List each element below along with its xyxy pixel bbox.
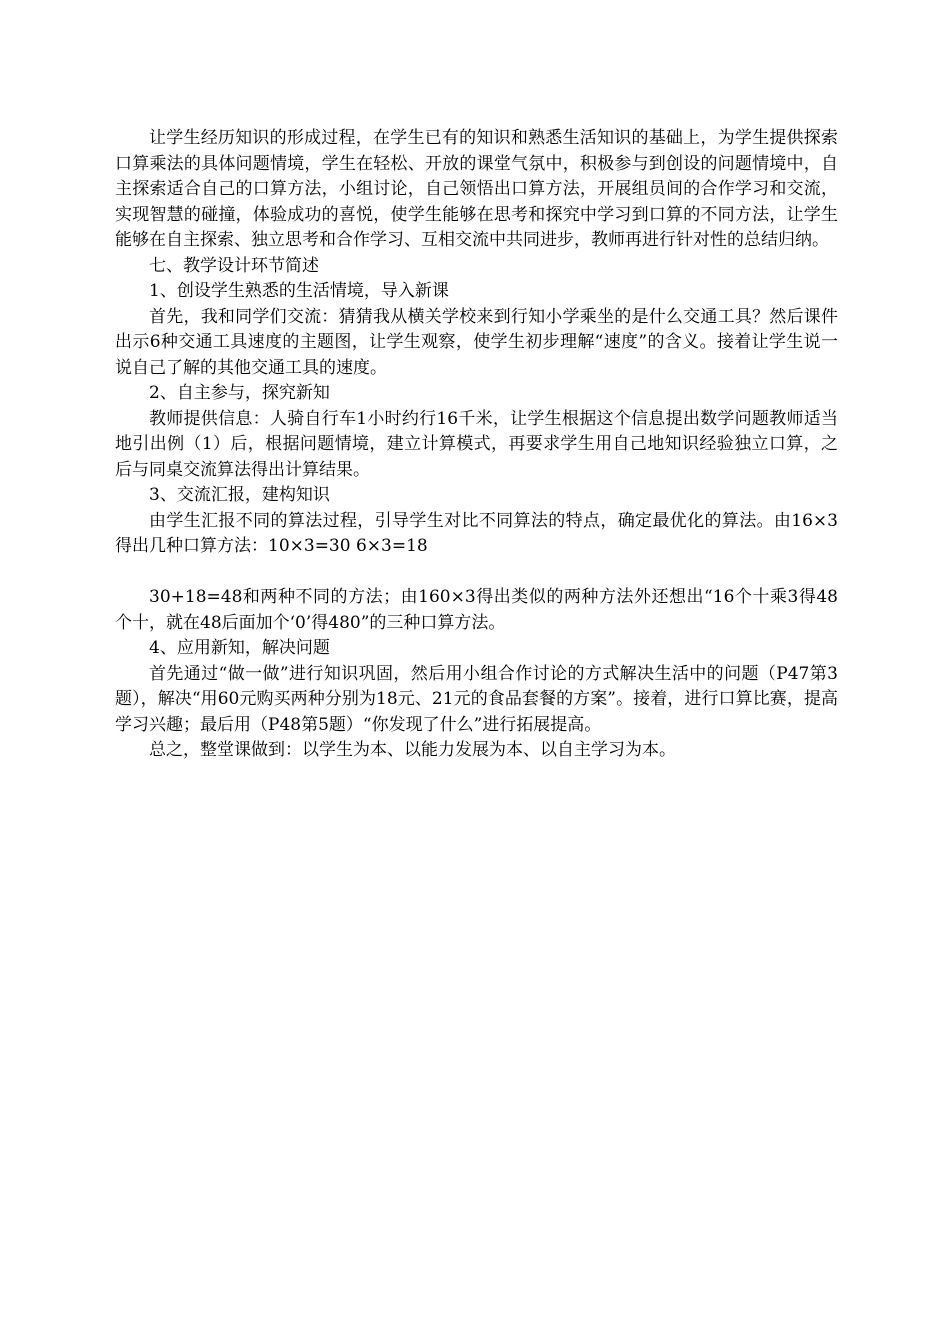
paragraph-intro: 让学生经历知识的形成过程，在学生已有的知识和熟悉生活知识的基础上，为学生提供探索口算乘法的具体问题情境，学生在轻松、开放的课堂气氛中，积极参与到创设的问题情境中，自主探索适合自己的口算方法，小组讨论，自己领悟出口算方法，开展组员间的合作学习和交流，实现智慧的碰撞，体验成功的喜悦，使学生能够在思考和探究中学习到口算的不同方法，让学生能够在自主探索、独立思考和合作学习、互相交流中共同进步，教师再进行针对性的总结归纳。 xyxy=(115,128,838,250)
step-heading-2: 2、自主参与，探究新知 xyxy=(149,383,330,403)
paragraph-step-1: 首先，我和同学们交流：猜猜我从横关学校来到行知小学乘坐的是什么交通工具？然后课件出示6种交通工具速度的主题图，让学生观察，使学生初步理解“速度”的含义。接着让学生说一说自己了解的其他交通工具的速度。 xyxy=(115,306,838,378)
paragraph-step-3-continued: 30+18=48和两种不同的方法；由160×3得出类似的两种方法外还想出“16个十乘3得48个十，就在48后面加个‘0’得480”的三种口算方法。 xyxy=(115,587,838,633)
paragraph-step-4: 首先通过“做一做”进行知识巩固，然后用小组合作讨论的方式解决生活中的问题（P47第3题），解决“用60元购买两种分别为18元、21元的食品套餐的方案”。接着，进行口算比赛，提高学习兴趣；最后用（P48第5题）“你发现了什么”进行拓展提高。 xyxy=(115,663,838,735)
step-heading-4: 4、应用新知，解决问题 xyxy=(149,638,330,658)
paragraph-step-3: 由学生汇报不同的算法过程，引导学生对比不同算法的特点，确定最优化的算法。由16×3得出几种口算方法：10×3=30 6×3=18 xyxy=(115,510,838,556)
section-heading-seven: 七、教学设计环节简述 xyxy=(149,255,319,276)
step-heading-3: 3、交流汇报，建构知识 xyxy=(149,485,330,505)
paragraph-step-2: 教师提供信息：人骑自行车1小时约行16千米，让学生根据这个信息提出数学问题教师适当地引出例（1）后，根据问题情境，建立计算模式，再要求学生用自己地知识经验独立口算，之后与同桌交流算法得出计算结果。 xyxy=(115,408,838,480)
paragraph-summary: 总之，整堂课做到：以学生为本、以能力发展为本、以自主学习为本。 xyxy=(149,740,676,760)
document-body xyxy=(115,126,838,764)
step-heading-1: 1、创设学生熟悉的生活情境，导入新课 xyxy=(149,281,449,301)
blank-line xyxy=(115,560,838,586)
